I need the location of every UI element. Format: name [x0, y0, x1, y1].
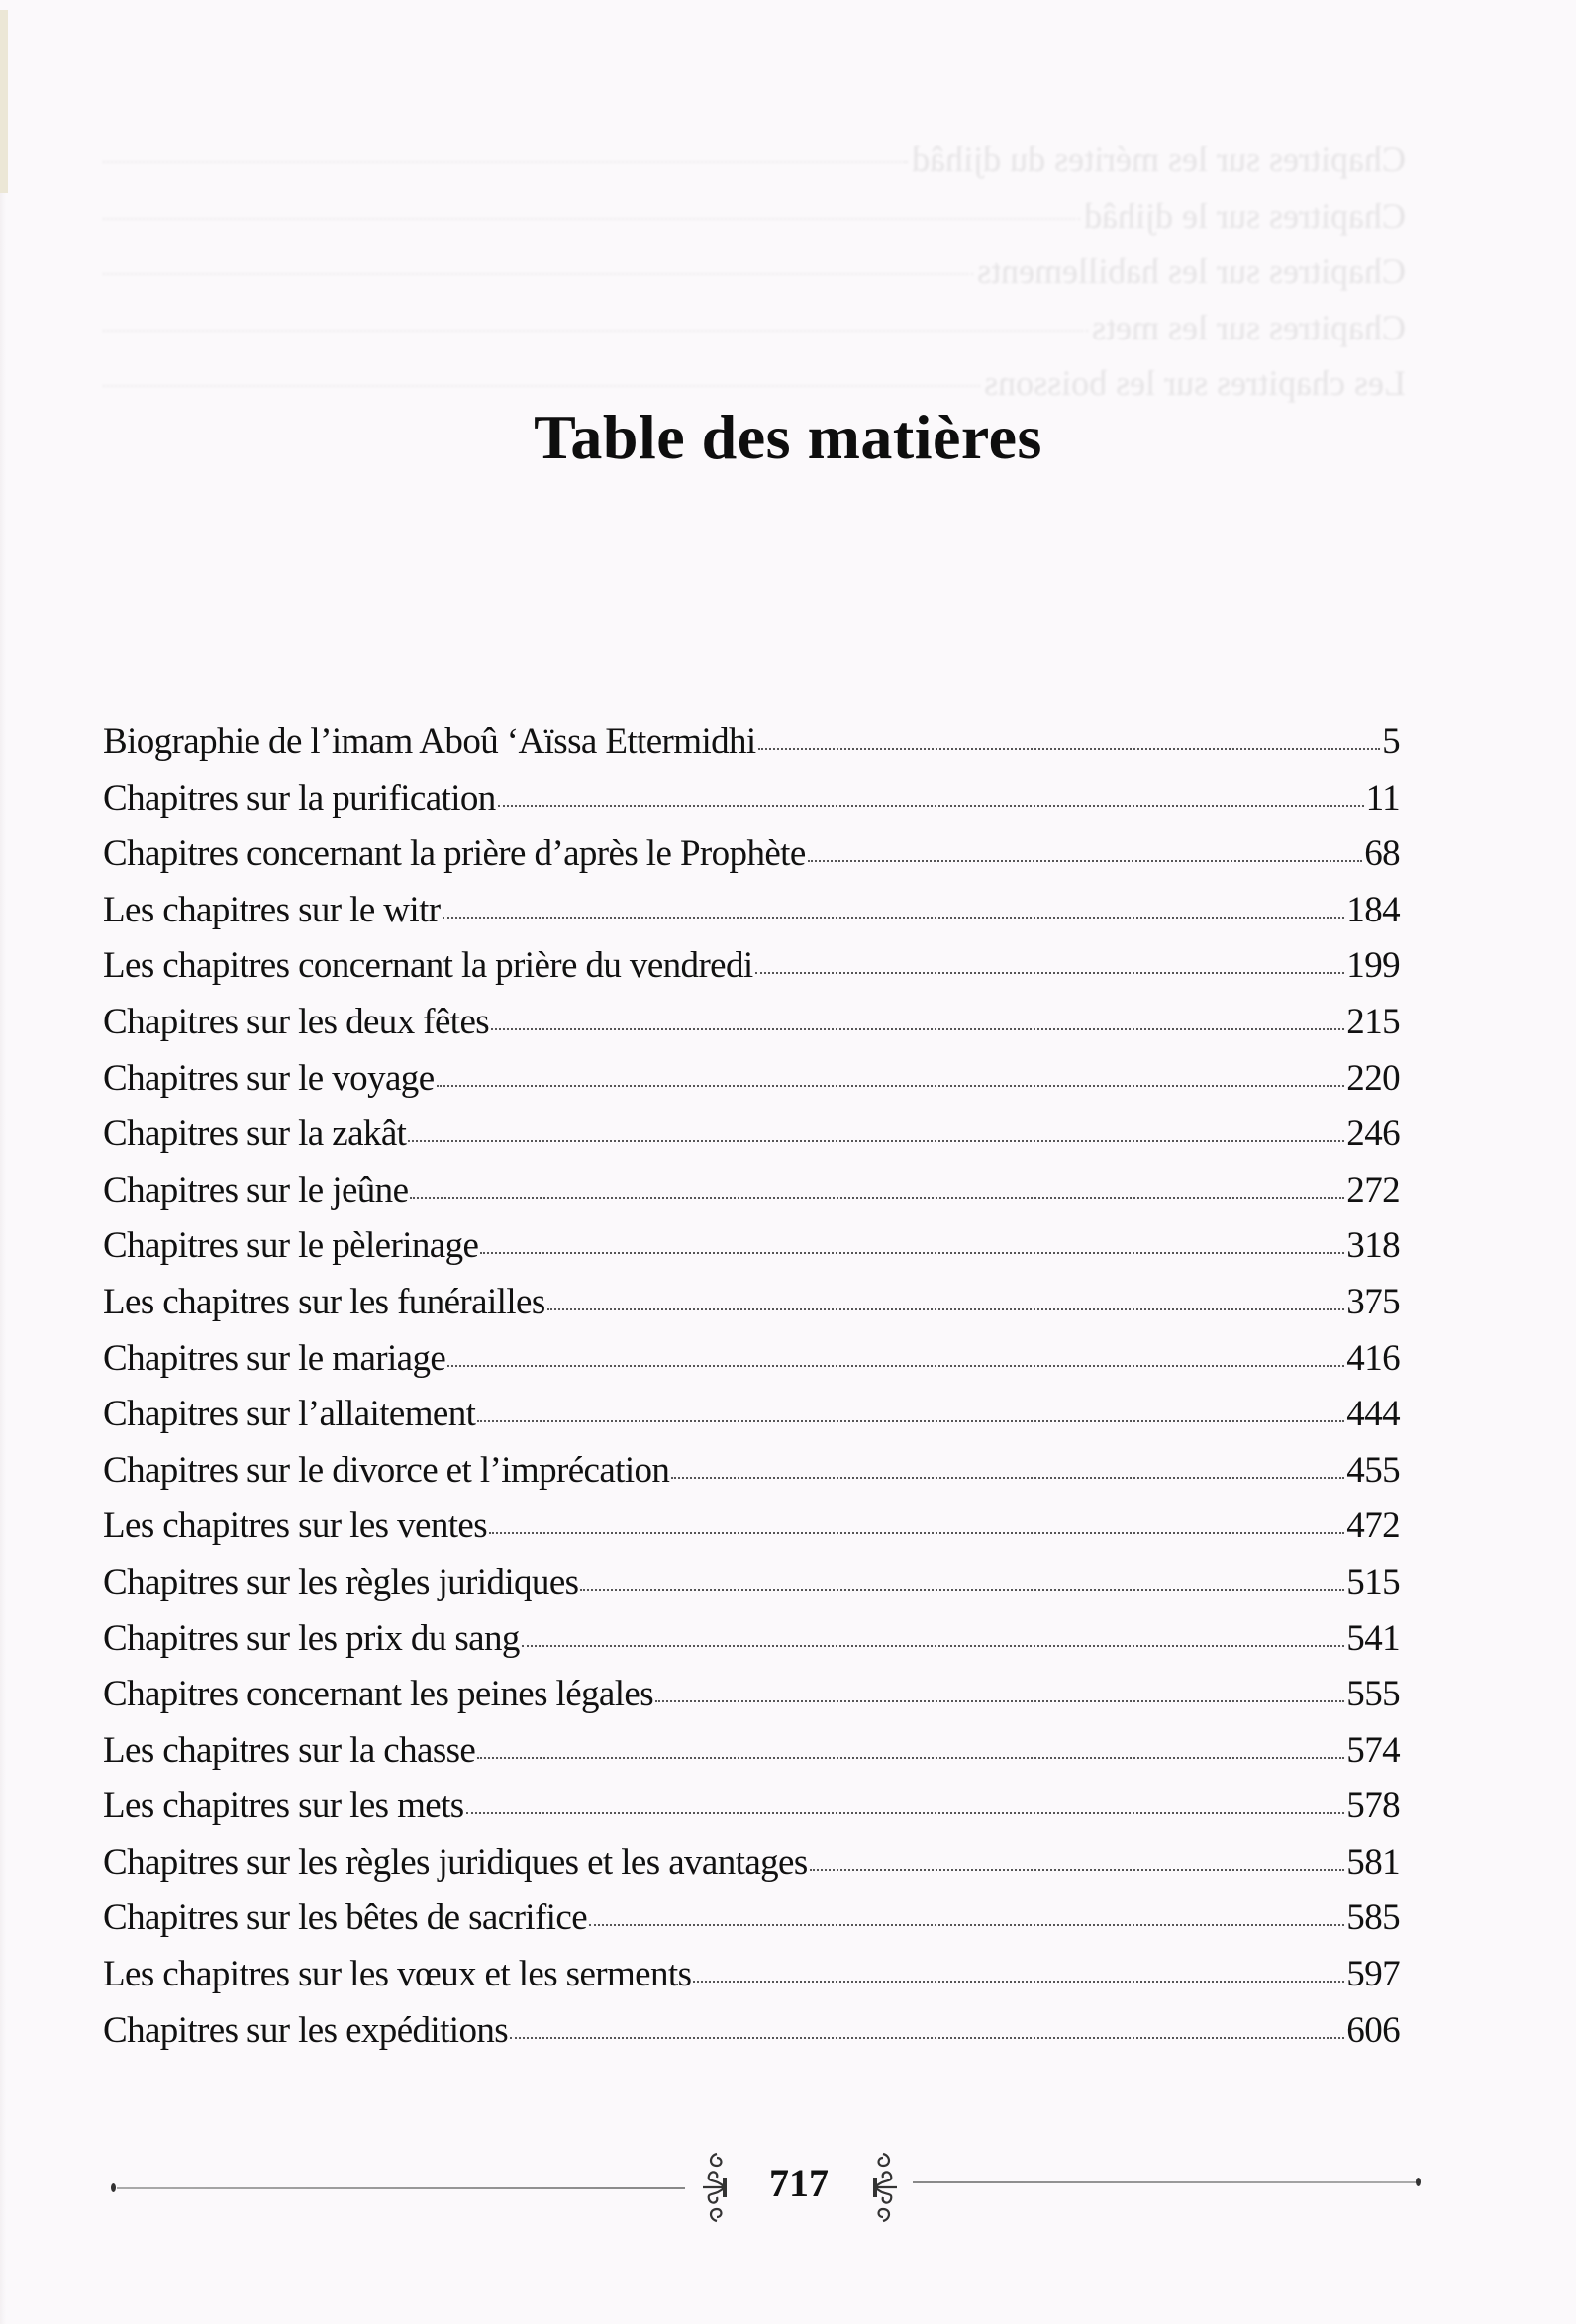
- toc-entry-page: 585: [1346, 1897, 1400, 1939]
- toc-entry[interactable]: [103, 1504, 1400, 1561]
- toc-entry-title: Chapitres sur le divorce et l’imprécation: [103, 1449, 670, 1491]
- toc-entry[interactable]: [103, 832, 1400, 889]
- show-through-leader: [103, 273, 973, 275]
- page-edge-shadow: [0, 193, 6, 2324]
- dot-leader: [671, 1477, 1344, 1479]
- toc-entry[interactable]: [103, 1449, 1400, 1505]
- toc-entry[interactable]: [103, 1224, 1400, 1281]
- show-through-line: [99, 139, 1406, 195]
- scroll-ornament-icon: [695, 2148, 735, 2227]
- show-through-leader: [103, 161, 908, 163]
- footer-rule-left: [117, 2187, 685, 2189]
- toc-entry-page: 199: [1346, 945, 1400, 987]
- toc-entry-page: 11: [1365, 777, 1400, 819]
- show-through-text: Chapitres sur les mets: [1092, 307, 1406, 347]
- toc-entry-title: Les chapitres sur les funérailles: [103, 1281, 545, 1322]
- toc-entry[interactable]: [103, 1617, 1400, 1674]
- table-of-contents: [103, 721, 1400, 2065]
- dot-leader: [580, 1589, 1344, 1591]
- toc-entry[interactable]: [103, 1953, 1400, 2009]
- dot-leader: [498, 805, 1364, 807]
- toc-entry[interactable]: [103, 1896, 1400, 1953]
- toc-entry-title: Chapitres sur la purification: [103, 777, 496, 819]
- toc-entry[interactable]: [103, 1785, 1400, 1841]
- toc-entry[interactable]: [103, 721, 1400, 777]
- toc-entry[interactable]: [103, 944, 1400, 1001]
- toc-entry-title: Chapitres concernant les peines légales: [103, 1674, 654, 1715]
- toc-entry-page: 597: [1346, 1954, 1400, 1995]
- toc-entry-page: 375: [1346, 1281, 1400, 1322]
- dot-leader: [491, 1028, 1344, 1030]
- toc-entry-page: 220: [1346, 1057, 1400, 1099]
- toc-entry-title: Les chapitres sur les vœux et les serments: [103, 1954, 692, 1995]
- toc-entry-title: Les chapitres sur les ventes: [103, 1505, 488, 1547]
- toc-entry[interactable]: [103, 1337, 1400, 1394]
- toc-entry-page: 5: [1382, 722, 1400, 762]
- toc-entry-page: 555: [1346, 1674, 1400, 1715]
- toc-entry-page: 416: [1346, 1337, 1400, 1379]
- dot-leader: [480, 1252, 1344, 1254]
- toc-entry-title: Chapitres sur les bêtes de sacrifice: [103, 1897, 588, 1939]
- footer-rule-right: [913, 2181, 1420, 2183]
- dot-leader: [589, 1924, 1344, 1926]
- show-through-text: Chapitres sur le djihâd: [1084, 195, 1406, 236]
- toc-entry-page: 541: [1346, 1617, 1400, 1659]
- dot-leader: [547, 1308, 1345, 1310]
- dot-leader: [466, 1812, 1345, 1814]
- rule-end-dot: [1416, 2178, 1421, 2186]
- page-number: 717: [769, 2161, 829, 2205]
- show-through-line: [99, 307, 1406, 363]
- toc-entry[interactable]: [103, 1561, 1400, 1617]
- show-through-line: [99, 195, 1406, 251]
- toc-entry-title: Biographie de l’imam Aboû ‘Aïssa Ettermidhi: [103, 722, 756, 762]
- rule-end-dot: [111, 2183, 116, 2192]
- toc-entry-page: 246: [1346, 1114, 1400, 1155]
- toc-entry-page: 444: [1346, 1394, 1400, 1435]
- toc-entry[interactable]: [103, 1729, 1400, 1786]
- show-through-leader: [103, 385, 980, 387]
- page-footer: [111, 2148, 1428, 2227]
- toc-entry-page: 455: [1346, 1449, 1400, 1491]
- dot-leader: [655, 1700, 1344, 1702]
- dot-leader: [510, 2037, 1344, 2039]
- dot-leader: [477, 1420, 1344, 1422]
- toc-entry[interactable]: [103, 1281, 1400, 1337]
- scroll-ornament-icon: [865, 2148, 905, 2227]
- toc-entry-title: Les chapitres concernant la prière du vendredi: [103, 945, 753, 987]
- dot-leader: [443, 917, 1345, 919]
- toc-entry-title: Chapitres sur le jeûne: [103, 1169, 409, 1210]
- toc-entry-title: Chapitres sur le pèlerinage: [103, 1225, 479, 1267]
- dot-leader: [410, 1197, 1344, 1199]
- toc-entry-page: 472: [1346, 1505, 1400, 1547]
- toc-entry-page: 272: [1346, 1169, 1400, 1210]
- show-through-text: Les chapitres sur les boissons: [984, 363, 1406, 403]
- toc-entry-title: Les chapitres sur les mets: [103, 1786, 464, 1827]
- toc-entry-title: Les chapitres sur le witr: [103, 889, 441, 930]
- toc-entry-page: 318: [1346, 1225, 1400, 1267]
- dot-leader: [437, 1085, 1345, 1087]
- toc-entry[interactable]: [103, 1001, 1400, 1057]
- show-through-leader: [103, 218, 1080, 220]
- toc-entry[interactable]: [103, 1113, 1400, 1169]
- toc-entry-title: Chapitres sur les expéditions: [103, 2009, 509, 2051]
- toc-entry[interactable]: [103, 1169, 1400, 1225]
- page-title: Table des matières: [534, 401, 1042, 472]
- toc-entry-page: 606: [1346, 2009, 1400, 2051]
- dot-leader: [489, 1532, 1344, 1534]
- toc-entry-title: Chapitres sur les règles juridiques et les avantages: [103, 1841, 808, 1883]
- toc-entry-page: 578: [1346, 1786, 1400, 1827]
- show-through-line: [99, 250, 1406, 307]
- toc-entry-page: 515: [1346, 1561, 1400, 1602]
- show-through-text: Chapitres sur les habillements: [977, 251, 1406, 291]
- toc-entry-page: 581: [1346, 1841, 1400, 1883]
- page-edge-strip: [0, 10, 8, 193]
- dot-leader: [477, 1757, 1344, 1759]
- dot-leader: [810, 1869, 1345, 1871]
- toc-entry-title: Chapitres sur l’allaitement: [103, 1394, 476, 1435]
- dot-leader: [522, 1645, 1344, 1647]
- toc-entry-title: Chapitres sur les règles juridiques: [103, 1561, 579, 1602]
- toc-entry[interactable]: [103, 777, 1400, 833]
- toc-entry[interactable]: [103, 1393, 1400, 1449]
- dot-leader: [408, 1140, 1344, 1142]
- show-through-leader: [103, 330, 1088, 332]
- dot-leader: [693, 1981, 1344, 1983]
- toc-entry-title: Chapitres sur les deux fêtes: [103, 1001, 490, 1042]
- toc-entry-page: 68: [1364, 833, 1400, 875]
- toc-entry-title: Chapitres concernant la prière d’après le Prophète: [103, 833, 806, 875]
- dot-leader: [758, 748, 1380, 750]
- toc-entry[interactable]: [103, 1841, 1400, 1897]
- show-through-text: Chapitres sur les mérites du djihâd: [912, 140, 1406, 179]
- toc-entry-title: Chapitres sur le mariage: [103, 1337, 446, 1379]
- toc-entry[interactable]: [103, 1673, 1400, 1729]
- dot-leader: [755, 972, 1345, 974]
- dot-leader: [808, 860, 1363, 862]
- toc-entry-title: Chapitres sur la zakât: [103, 1114, 407, 1155]
- toc-entry-page: 184: [1346, 889, 1400, 930]
- toc-entry-title: Chapitres sur le voyage: [103, 1057, 435, 1099]
- dot-leader: [447, 1365, 1344, 1367]
- toc-entry-page: 215: [1346, 1001, 1400, 1042]
- reverse-side-show-through: [99, 139, 1406, 419]
- toc-entry-title: Les chapitres sur la chasse: [103, 1729, 476, 1771]
- toc-entry-page: 574: [1346, 1729, 1400, 1771]
- toc-entry-title: Chapitres sur les prix du sang: [103, 1617, 520, 1659]
- toc-entry[interactable]: [103, 1057, 1400, 1114]
- toc-entry[interactable]: [103, 2009, 1400, 2066]
- toc-entry[interactable]: [103, 889, 1400, 945]
